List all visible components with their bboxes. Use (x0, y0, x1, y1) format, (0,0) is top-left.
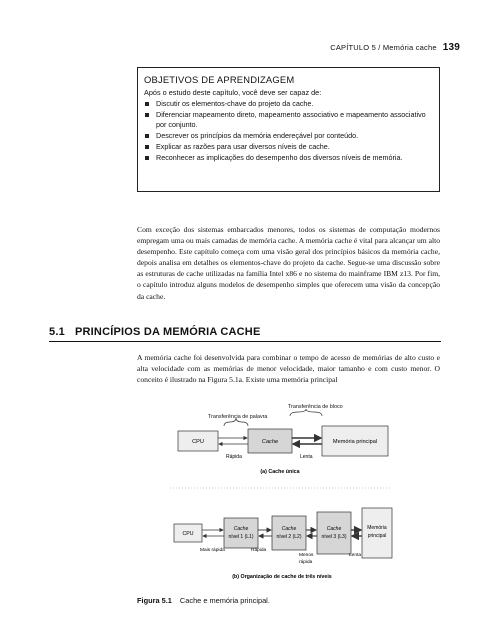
figure-caption (137, 596, 270, 605)
objective-item: Discutir os elementos-chave do projeto da cache. (144, 99, 434, 109)
less-fast-line2: rápida (299, 560, 313, 565)
intro-paragraph: Com exceção dos sistemas embarcados menores, todos os sistemas de computação modernos empregam uma ou mais camadas de memória cache. A memória cache é vital para alcançar um alto desempenho. Este capítulo começa com uma visão geral dos princípios básicos da memória cache, depois analisa em detalhes os elementos-chave do projeto da cache. Segue-se uma discussão sobre as estruturas de cache utilizadas na família Intel x86 e no sistema do mainframe IBM z13. Por fim, o capítulo introduz alguns modelos de desempenho simples que oferecem uma visão da concepção da cache. (137, 225, 440, 301)
cache-l2-level: nível 2 (L2) (276, 534, 302, 540)
main-memory-label: Memória principal (332, 439, 378, 445)
page-number: 139 (442, 42, 460, 53)
cache-l3-title: Cache (326, 526, 342, 532)
section-paragraph: A memória cache foi desenvolvida para combinar o tempo de acesso de memórias de alto custo e alta velocidade com as memórias de menor velocidade, maior tamanho e com custo menor. O conceito é ilustrado na Figura 5.1a. Existe uma memória principal (137, 353, 440, 385)
section-title: PRINCÍPIOS DA MEMÓRIA CACHE (75, 326, 261, 338)
block-transfer-label: Transferência de bloco (288, 404, 343, 410)
slow-label: Lenta (300, 454, 313, 460)
running-header (300, 42, 460, 53)
cpu-label: CPU (182, 531, 194, 537)
cache-l2-box (272, 516, 306, 550)
fastest-label: Mais rápida (200, 548, 225, 553)
section-heading (49, 326, 441, 338)
objective-item: Descrever os princípios da memória endereçável por conteúdo. (144, 131, 434, 141)
section-rule (49, 341, 441, 342)
fast-label: Rápida (226, 454, 242, 460)
objective-item: Explicar as razões para usar diversos níveis de cache. (144, 142, 434, 152)
objective-item: Reconhecer as implicações do desempenho dos diversos níveis de memória. (144, 153, 434, 163)
cache-l3-level: nível 3 (L3) (321, 534, 347, 540)
word-transfer-label: Transferência de palavra (208, 414, 268, 420)
fast-label: Rápida (251, 548, 267, 553)
block-transfer-brace (290, 409, 322, 416)
part-b-caption: (b) Organização de cache de três níveis (232, 574, 332, 580)
cache-l3-box (317, 512, 351, 554)
cache-l1-box (224, 518, 258, 548)
figure-caption-text: Cache e memória principal. (179, 596, 270, 605)
section-number: 5.1 (49, 326, 65, 338)
running-title: CAPÍTULO 5 / Memória cache (330, 43, 437, 52)
less-fast-line1: Menos (299, 553, 314, 558)
main-memory-line2: principal (367, 533, 387, 539)
cache-l1-title: Cache (233, 526, 249, 532)
cpu-label: CPU (192, 439, 204, 445)
part-a-caption: (a) Cache única (260, 469, 300, 475)
learning-objectives-box (137, 67, 440, 192)
main-memory-line1: Memória (367, 525, 387, 531)
figure-caption-label: Figura 5.1 (137, 596, 172, 605)
figure-part-b (174, 508, 392, 580)
objectives-title: OBJETIVOS DE APRENDIZAGEM (144, 74, 295, 85)
objectives-list (144, 99, 434, 164)
objective-item: Diferenciar mapeamento direto, mapeamento associativo e mapeamento associativo por conjunto. (144, 110, 434, 129)
slow-label: Lenta (349, 553, 362, 558)
objectives-intro: Após o estudo deste capítulo, você deve ser capaz de: (144, 88, 322, 97)
figure-part-a (178, 404, 388, 475)
cache-l1-level: nível 1 (L1) (228, 534, 254, 540)
cache-l2-title: Cache (281, 526, 297, 532)
cache-label: Cache (261, 439, 279, 445)
figure-cache-diagram (160, 396, 400, 588)
